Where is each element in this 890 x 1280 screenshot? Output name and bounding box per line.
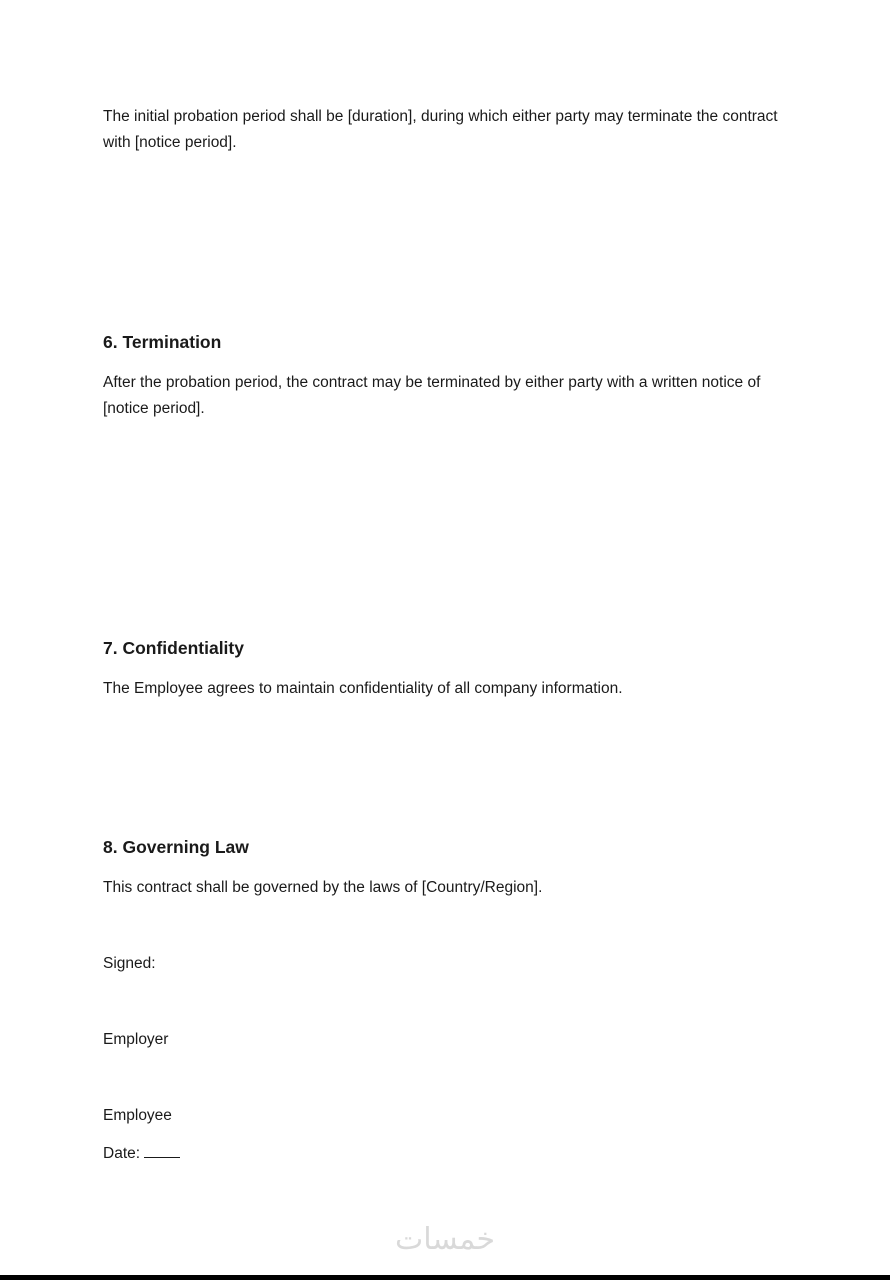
bottom-bar <box>0 1275 890 1280</box>
signed-label: Signed: <box>103 955 156 972</box>
date-label: Date: <box>103 1145 141 1162</box>
date-line <box>103 1143 180 1165</box>
employee-label: Employee <box>103 1107 172 1124</box>
termination-paragraph: After the probation period, the contract may be terminated by either party with a written notice of [notice period]. <box>103 374 761 417</box>
probation-paragraph: The initial probation period shall be [duration], during which either party may terminate the contract with [notice period]. <box>103 108 778 151</box>
termination-heading: 6. Termination <box>103 332 222 352</box>
governing-law-paragraph: This contract shall be governed by the laws of [Country/Region]. <box>103 879 543 896</box>
watermark-logo: خمسات <box>394 1222 496 1257</box>
confidentiality-heading: 7. Confidentiality <box>103 638 244 658</box>
date-blank-underline <box>144 1143 180 1158</box>
governing-law-heading: 8. Governing Law <box>103 837 249 857</box>
employer-label: Employer <box>103 1031 169 1048</box>
confidentiality-paragraph: The Employee agrees to maintain confidentiality of all company information. <box>103 680 623 697</box>
